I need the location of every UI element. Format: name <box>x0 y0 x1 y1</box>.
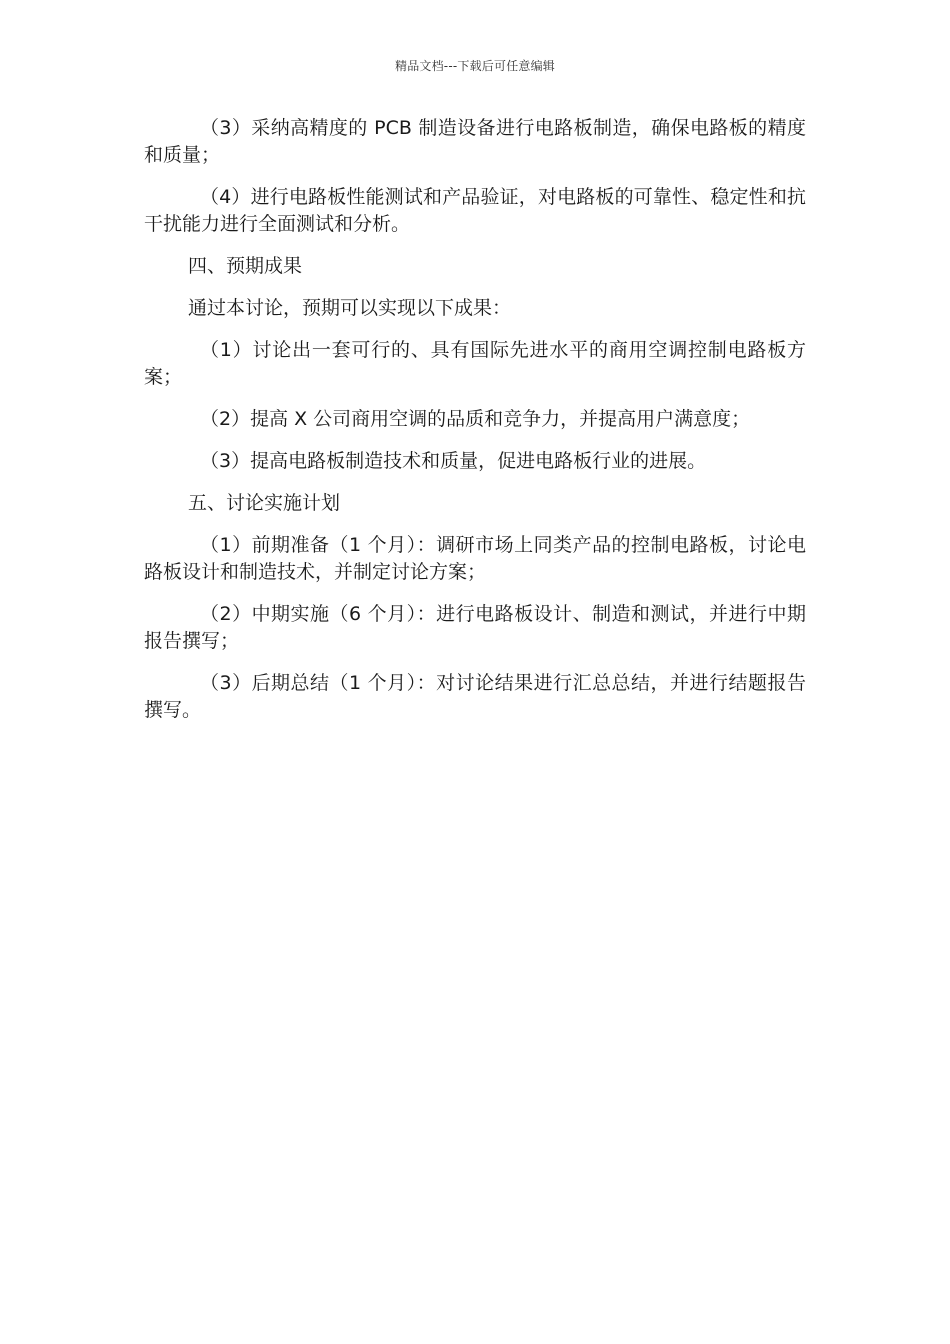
paragraph-plan-3: （3）后期总结（1 个月）：对讨论结果进行汇总总结，并进行结题报告撰写。 <box>144 672 806 721</box>
paragraph-method-4: （4）进行电路板性能测试和产品验证，对电路板的可靠性、稳定性和抗干扰能力进行全面测试和分析。 <box>144 186 806 235</box>
paragraph-result-3: （3）提高电路板制造技术和质量，促进电路板行业的进展。 <box>200 450 707 472</box>
paragraph-result-2: （2）提高 X 公司商用空调的品质和竞争力，并提高用户满意度； <box>200 408 751 430</box>
paragraph-plan-2: （2）中期实施（6 个月）：进行电路板设计、制造和测试，并进行中期报告撰写； <box>144 603 806 652</box>
section-heading-expected-results: 四、预期成果 <box>188 255 303 277</box>
paragraph-plan-1: （1）前期准备（1 个月）：调研市场上同类产品的控制电路板，讨论电路板设计和制造技术，并制定讨论方案； <box>144 534 806 583</box>
paragraph-method-3: （3）采纳高精度的 PCB 制造设备进行电路板制造，确保电路板的精度和质量； <box>144 117 806 166</box>
document-body <box>144 115 806 739</box>
paragraph-expected-intro: 通过本讨论，预期可以实现以下成果： <box>188 297 512 319</box>
page-header: 精品文档---下载后可任意编辑 <box>395 59 555 73</box>
section-heading-implementation-plan: 五、讨论实施计划 <box>188 492 341 514</box>
paragraph-result-1: （1）讨论出一套可行的、具有国际先进水平的商用空调控制电路板方案； <box>144 339 806 388</box>
